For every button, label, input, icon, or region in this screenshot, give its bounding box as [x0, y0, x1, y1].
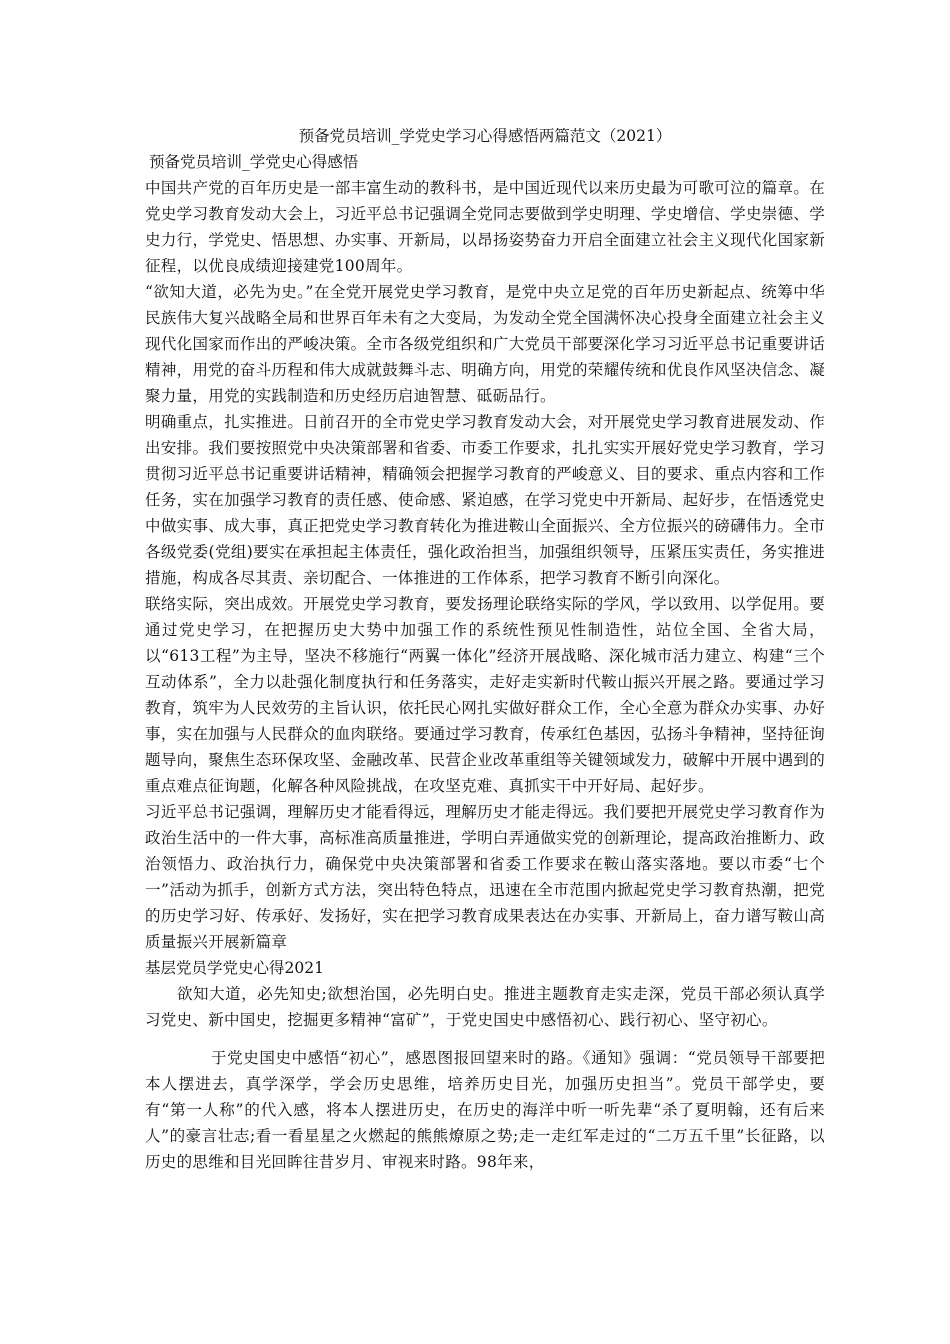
article1-paragraph: 习近平总书记强调，理解历史才能看得远，理解历史才能走得远。我们要把开展党史学习教育作为政治生活中的一件大事，高标准高质量推进，学明白弄通做实党的创新理论，提高政治推断力、政治领悟力、政治执行力，确保党中央决策部署和省委工作要求在鞍山落实落地。要以市委“七个一”活动为抓手，创新方式方法，突出特色特点，迅速在全市范围内掀起党史学习教育热潮，把党的历史学习好、传承好、发扬好，实在把学习教育成果表达在办实事、开新局上，奋力谱写鞍山高质量振兴开展新篇章	[145, 803, 825, 951]
article1-paragraph: 中国共产党的百年历史是一部丰富生动的教科书，是中国近现代以来历史最为可歌可泣的篇章。在党史学习教育发动大会上，习近平总书记强调全党同志要做到学史明理、学史增信、学史崇德、学史力行，学党史、悟思想、办实事、开新局，以昂扬姿势奋力开启全面建立社会主义现代化国家新征程，以优良成绩迎接建党100周年。	[145, 179, 825, 275]
article2-paragraph: 欲知大道，必先知史;欲想治国，必先明白史。推进主题教育走实走深，党员干部必须认真学习党史、新中国史，挖掘更多精神“富矿”，于党史国史中感悟初心、践行初心、坚守初心。	[145, 985, 825, 1029]
paragraph-gap	[145, 1033, 825, 1045]
document-page	[145, 123, 825, 1175]
article2-paragraph: 于党史国史中感悟“初心”，感恩图报回望来时的路。《通知》强调：“党员领导干部要把本人摆进去，真学深学，学会历史思维，培养历史目光，加强历史担当”。党员干部学史，要有“第一人称”的代入感，将本人摆进历史，在历史的海洋中听一听先辈“杀了夏明翰，还有后来人”的豪言壮志;看一看星星之火燃起的熊熊燎原之势;走一走红军走过的“二万五千里”长征路，以历史的思维和目光回眸往昔岁月、审视来时路。98年来，	[145, 1049, 825, 1171]
article1-paragraph: 明确重点，扎实推进。日前召开的全市党史学习教育发动大会，对开展党史学习教育进展发动、作出安排。我们要按照党中央决策部署和省委、市委工作要求，扎扎实实开展好党史学习教育，学习贯彻习近平总书记重要讲话精神，精确领会把握学习教育的严峻意义、目的要求、重点内容和工作任务，实在加强学习教育的责任感、使命感、紧迫感，在学习党史中开新局、起好步，在悟透党史中做实事、成大事，真正把党史学习教育转化为推进鞍山全面振兴、全方位振兴的磅礴伟力。全市各级党委(党组)要实在承担起主体责任，强化政治担当，加强组织领导，压紧压实责任，务实推进措施，构成各尽其责、亲切配合、一体推进的工作体系，把学习教育不断引向深化。	[145, 413, 826, 587]
article1-paragraph: 联络实际，突出成效。开展党史学习教育，要发扬理论联络实际的学风，学以致用、以学促用。要通过党史学习，在把握历史大势中加强工作的系统性预见性制造性，站位全国、全省大局，以“613工程”为主导，坚决不移施行“两翼一体化”经济开展战略、深化城市活力建立、构建“三个互动体系”，全力以赴强化制度执行和任务落实，走好走实新时代鞍山振兴开展之路。要通过学习教育，筑牢为人民效劳的主旨认识，依托民心网扎实做好群众工作，全心全意为群众办实事、办好事，实在加强与人民群众的血肉联络。要通过学习教育，传承红色基因，弘扬斗争精神，坚持征询题导向，聚焦生态环保攻坚、金融改革、民营企业改革重组等关键领域发力，破解中开展中遇到的重点难点征询题，化解各种风险挑战，在攻坚克难、真抓实干中开好局、起好步。	[145, 595, 825, 795]
article2-heading: 基层党员学党史心得2021	[145, 959, 324, 977]
article1-heading: 预备党员培训_学党史心得感悟	[149, 153, 359, 171]
article1-paragraph: “欲知大道，必先为史。”在全党开展党史学习教育，是党中央立足党的百年历史新起点、统筹中华民族伟大复兴战略全局和世界百年未有之大变局，为发动全党全国满怀决心投身全面建立社会主义现代化国家而作出的严峻决策。全市各级党组织和广大党员干部要深化学习习近平总书记重要讲话精神，用党的奋斗历程和伟大成就鼓舞斗志、明确方向，用党的荣耀传统和优良作风坚决信念、凝聚力量，用党的实践制造和历史经历启迪智慧、砥砺品行。	[145, 283, 825, 405]
document-title: 预备党员培训_学党史学习心得感悟两篇范文（2021）	[298, 127, 672, 145]
